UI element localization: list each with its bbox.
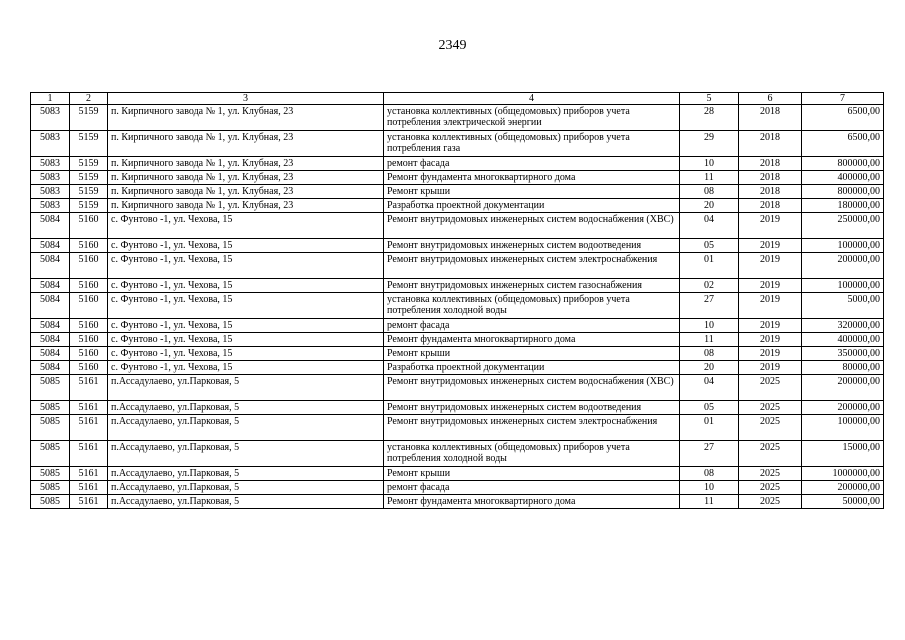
- cost-cell: 400000,00: [802, 333, 884, 347]
- house-id-cell: 5085: [31, 401, 70, 415]
- record-id-cell: 5161: [70, 495, 108, 509]
- record-id-cell: 5159: [70, 131, 108, 157]
- house-id-cell: 5083: [31, 199, 70, 213]
- work-type-cell: Ремонт фундамента многоквартирного дома: [384, 171, 680, 185]
- address-cell: п. Кирпичного завода № 1, ул. Клубная, 23: [108, 105, 384, 131]
- cost-cell: 50000,00: [802, 495, 884, 509]
- table-row: [31, 467, 884, 481]
- year-cell: 2019: [739, 333, 802, 347]
- year-cell: 2025: [739, 401, 802, 415]
- page-number: 2349: [438, 38, 467, 53]
- year-cell: 2018: [739, 185, 802, 199]
- work-code-cell: 11: [680, 171, 739, 185]
- record-id-cell: 5160: [70, 347, 108, 361]
- address-cell: с. Фунтово -1, ул. Чехова, 15: [108, 279, 384, 293]
- work-type-cell: Ремонт внутридомовых инженерных систем водоотведения: [384, 239, 680, 253]
- column-header: 2: [70, 93, 108, 105]
- house-id-cell: 5083: [31, 131, 70, 157]
- work-code-cell: 05: [680, 239, 739, 253]
- cost-cell: 6500,00: [802, 105, 884, 131]
- record-id-cell: 5160: [70, 239, 108, 253]
- cost-cell: 1000000,00: [802, 467, 884, 481]
- table-row: [31, 361, 884, 375]
- address-cell: п. Кирпичного завода № 1, ул. Клубная, 23: [108, 171, 384, 185]
- address-cell: п. Кирпичного завода № 1, ул. Клубная, 23: [108, 199, 384, 213]
- cost-cell: 180000,00: [802, 199, 884, 213]
- table-row: [31, 199, 884, 213]
- table-body: [31, 105, 884, 509]
- year-cell: 2019: [739, 279, 802, 293]
- cost-cell: 80000,00: [802, 361, 884, 375]
- table-row: [31, 441, 884, 467]
- cost-cell: 250000,00: [802, 213, 884, 239]
- record-id-cell: 5159: [70, 171, 108, 185]
- work-code-cell: 11: [680, 495, 739, 509]
- work-code-cell: 10: [680, 157, 739, 171]
- work-type-cell: установка коллективных (общедомовых) приборов учета потребления газа: [384, 131, 680, 157]
- work-type-cell: Ремонт внутридомовых инженерных систем электроснабжения: [384, 253, 680, 279]
- column-number-row: [31, 93, 884, 105]
- cost-cell: 100000,00: [802, 279, 884, 293]
- address-cell: п.Ассадулаево, ул.Парковая, 5: [108, 481, 384, 495]
- year-cell: 2025: [739, 415, 802, 441]
- table-row: [31, 131, 884, 157]
- work-code-cell: 10: [680, 481, 739, 495]
- house-id-cell: 5085: [31, 415, 70, 441]
- record-id-cell: 5160: [70, 213, 108, 239]
- work-code-cell: 08: [680, 347, 739, 361]
- work-type-cell: Ремонт внутридомовых инженерных систем водоснабжения (ХВС): [384, 375, 680, 401]
- address-cell: п.Ассадулаево, ул.Парковая, 5: [108, 401, 384, 415]
- year-cell: 2019: [739, 319, 802, 333]
- cost-cell: 200000,00: [802, 253, 884, 279]
- work-code-cell: 04: [680, 375, 739, 401]
- year-cell: 2025: [739, 481, 802, 495]
- work-type-cell: установка коллективных (общедомовых) приборов учета потребления электрической энергии: [384, 105, 680, 131]
- cost-cell: 200000,00: [802, 375, 884, 401]
- house-id-cell: 5084: [31, 213, 70, 239]
- address-cell: п. Кирпичного завода № 1, ул. Клубная, 23: [108, 157, 384, 171]
- house-id-cell: 5085: [31, 467, 70, 481]
- record-id-cell: 5159: [70, 199, 108, 213]
- address-cell: п. Кирпичного завода № 1, ул. Клубная, 23: [108, 131, 384, 157]
- column-header: 6: [739, 93, 802, 105]
- year-cell: 2025: [739, 495, 802, 509]
- year-cell: 2018: [739, 131, 802, 157]
- cost-cell: 100000,00: [802, 239, 884, 253]
- record-id-cell: 5160: [70, 319, 108, 333]
- cost-cell: 320000,00: [802, 319, 884, 333]
- cost-cell: 6500,00: [802, 131, 884, 157]
- work-code-cell: 05: [680, 401, 739, 415]
- work-code-cell: 20: [680, 199, 739, 213]
- table-row: [31, 333, 884, 347]
- house-id-cell: 5084: [31, 253, 70, 279]
- address-cell: с. Фунтово -1, ул. Чехова, 15: [108, 347, 384, 361]
- table-row: [31, 481, 884, 495]
- house-id-cell: 5084: [31, 293, 70, 319]
- work-code-cell: 20: [680, 361, 739, 375]
- house-id-cell: 5084: [31, 333, 70, 347]
- cost-cell: 5000,00: [802, 293, 884, 319]
- record-id-cell: 5160: [70, 333, 108, 347]
- cost-cell: 200000,00: [802, 481, 884, 495]
- address-cell: с. Фунтово -1, ул. Чехова, 15: [108, 293, 384, 319]
- house-id-cell: 5083: [31, 171, 70, 185]
- house-id-cell: 5083: [31, 105, 70, 131]
- record-id-cell: 5161: [70, 401, 108, 415]
- table-row: [31, 157, 884, 171]
- record-id-cell: 5161: [70, 415, 108, 441]
- record-id-cell: 5159: [70, 157, 108, 171]
- record-id-cell: 5159: [70, 185, 108, 199]
- year-cell: 2018: [739, 199, 802, 213]
- table-row: [31, 347, 884, 361]
- work-code-cell: 01: [680, 415, 739, 441]
- house-id-cell: 5084: [31, 361, 70, 375]
- address-cell: с. Фунтово -1, ул. Чехова, 15: [108, 319, 384, 333]
- work-type-cell: Ремонт внутридомовых инженерных систем газоснабжения: [384, 279, 680, 293]
- work-code-cell: 28: [680, 105, 739, 131]
- cost-cell: 15000,00: [802, 441, 884, 467]
- work-type-cell: ремонт фасада: [384, 319, 680, 333]
- house-id-cell: 5084: [31, 279, 70, 293]
- work-code-cell: 08: [680, 467, 739, 481]
- address-cell: с. Фунтово -1, ул. Чехова, 15: [108, 239, 384, 253]
- column-header: 3: [108, 93, 384, 105]
- year-cell: 2019: [739, 253, 802, 279]
- work-type-cell: ремонт фасада: [384, 481, 680, 495]
- work-type-cell: Ремонт внутридомовых инженерных систем водоотведения: [384, 401, 680, 415]
- column-header: 4: [384, 93, 680, 105]
- record-id-cell: 5161: [70, 467, 108, 481]
- work-code-cell: 01: [680, 253, 739, 279]
- table-row: [31, 239, 884, 253]
- work-type-cell: Ремонт внутридомовых инженерных систем водоснабжения (ХВС): [384, 213, 680, 239]
- address-cell: с. Фунтово -1, ул. Чехова, 15: [108, 253, 384, 279]
- work-code-cell: 02: [680, 279, 739, 293]
- repair-schedule-table: [30, 92, 884, 509]
- table-row: [31, 401, 884, 415]
- address-cell: п.Ассадулаево, ул.Парковая, 5: [108, 415, 384, 441]
- record-id-cell: 5159: [70, 105, 108, 131]
- year-cell: 2025: [739, 375, 802, 401]
- table-row: [31, 495, 884, 509]
- work-code-cell: 29: [680, 131, 739, 157]
- table-row: [31, 213, 884, 239]
- house-id-cell: 5085: [31, 441, 70, 467]
- work-code-cell: 27: [680, 441, 739, 467]
- cost-cell: 800000,00: [802, 157, 884, 171]
- work-type-cell: Ремонт внутридомовых инженерных систем электроснабжения: [384, 415, 680, 441]
- work-type-cell: Ремонт фундамента многоквартирного дома: [384, 333, 680, 347]
- work-type-cell: установка коллективных (общедомовых) приборов учета потребления холодной воды: [384, 441, 680, 467]
- record-id-cell: 5161: [70, 441, 108, 467]
- record-id-cell: 5161: [70, 375, 108, 401]
- house-id-cell: 5084: [31, 319, 70, 333]
- year-cell: 2018: [739, 105, 802, 131]
- cost-cell: 100000,00: [802, 415, 884, 441]
- column-header: 1: [31, 93, 70, 105]
- cost-cell: 800000,00: [802, 185, 884, 199]
- table-row: [31, 375, 884, 401]
- cost-cell: 200000,00: [802, 401, 884, 415]
- address-cell: п.Ассадулаево, ул.Парковая, 5: [108, 495, 384, 509]
- work-type-cell: Ремонт фундамента многоквартирного дома: [384, 495, 680, 509]
- work-type-cell: Ремонт крыши: [384, 467, 680, 481]
- cost-cell: 350000,00: [802, 347, 884, 361]
- column-header: 7: [802, 93, 884, 105]
- address-cell: с. Фунтово -1, ул. Чехова, 15: [108, 333, 384, 347]
- address-cell: с. Фунтово -1, ул. Чехова, 15: [108, 213, 384, 239]
- year-cell: 2019: [739, 361, 802, 375]
- work-type-cell: ремонт фасада: [384, 157, 680, 171]
- table-row: [31, 185, 884, 199]
- table-row: [31, 171, 884, 185]
- table-row: [31, 279, 884, 293]
- work-code-cell: 11: [680, 333, 739, 347]
- table-row: [31, 105, 884, 131]
- column-header: 5: [680, 93, 739, 105]
- address-cell: с. Фунтово -1, ул. Чехова, 15: [108, 361, 384, 375]
- address-cell: п.Ассадулаево, ул.Парковая, 5: [108, 441, 384, 467]
- work-code-cell: 04: [680, 213, 739, 239]
- work-type-cell: установка коллективных (общедомовых) приборов учета потребления холодной воды: [384, 293, 680, 319]
- cost-cell: 400000,00: [802, 171, 884, 185]
- year-cell: 2018: [739, 171, 802, 185]
- year-cell: 2025: [739, 441, 802, 467]
- work-type-cell: Разработка проектной документации: [384, 199, 680, 213]
- year-cell: 2018: [739, 157, 802, 171]
- work-type-cell: Разработка проектной документации: [384, 361, 680, 375]
- house-id-cell: 5084: [31, 347, 70, 361]
- year-cell: 2019: [739, 213, 802, 239]
- work-code-cell: 10: [680, 319, 739, 333]
- work-type-cell: Ремонт крыши: [384, 185, 680, 199]
- record-id-cell: 5160: [70, 361, 108, 375]
- house-id-cell: 5085: [31, 375, 70, 401]
- house-id-cell: 5083: [31, 157, 70, 171]
- record-id-cell: 5160: [70, 293, 108, 319]
- table-row: [31, 293, 884, 319]
- table-row: [31, 253, 884, 279]
- year-cell: 2019: [739, 239, 802, 253]
- house-id-cell: 5085: [31, 495, 70, 509]
- address-cell: п.Ассадулаево, ул.Парковая, 5: [108, 375, 384, 401]
- record-id-cell: 5160: [70, 279, 108, 293]
- house-id-cell: 5085: [31, 481, 70, 495]
- work-code-cell: 08: [680, 185, 739, 199]
- address-cell: п. Кирпичного завода № 1, ул. Клубная, 23: [108, 185, 384, 199]
- house-id-cell: 5083: [31, 185, 70, 199]
- year-cell: 2019: [739, 347, 802, 361]
- year-cell: 2025: [739, 467, 802, 481]
- address-cell: п.Ассадулаево, ул.Парковая, 5: [108, 467, 384, 481]
- year-cell: 2019: [739, 293, 802, 319]
- table-row: [31, 319, 884, 333]
- work-code-cell: 27: [680, 293, 739, 319]
- record-id-cell: 5160: [70, 253, 108, 279]
- house-id-cell: 5084: [31, 239, 70, 253]
- record-id-cell: 5161: [70, 481, 108, 495]
- table-row: [31, 415, 884, 441]
- work-type-cell: Ремонт крыши: [384, 347, 680, 361]
